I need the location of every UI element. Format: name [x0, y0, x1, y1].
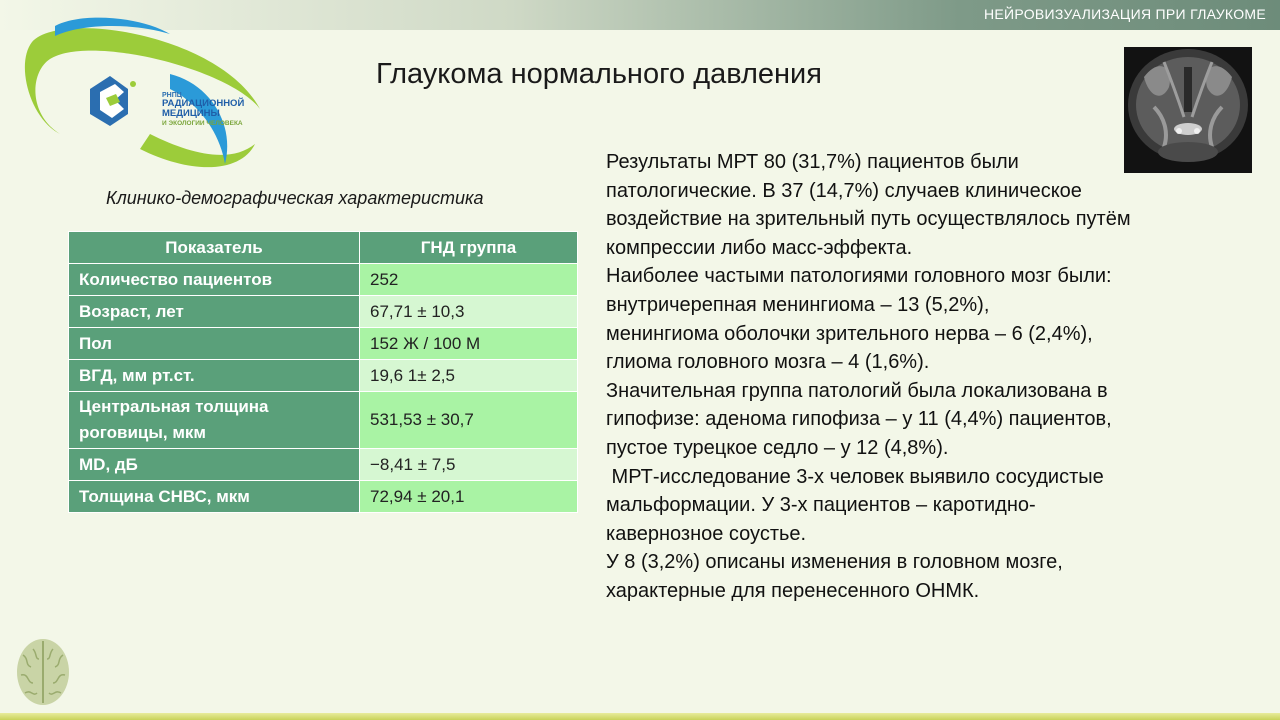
text-line: Результаты МРТ 80 (31,7%) пациентов были — [606, 151, 1019, 173]
row-value: −8,41 ± 7,5 — [360, 449, 578, 481]
table-row — [69, 392, 578, 449]
organization-logo — [20, 14, 270, 174]
table-row — [69, 360, 578, 392]
row-label: Толщина СНВС, мкм — [69, 481, 360, 513]
row-label: ВГД, мм рт.ст. — [69, 360, 360, 392]
text-line: воздействие на зрительный путь осуществлялось путём — [606, 208, 1131, 231]
table-header-row — [69, 232, 578, 264]
table-row — [69, 296, 578, 328]
text-line: характерные для перенесенного ОНМК. — [606, 579, 980, 602]
logo-line-4: И ЭКОЛОГИИ ЧЕЛОВЕКА — [162, 120, 243, 128]
text-line: глиома головного мозга – 4 (1,6%). — [606, 351, 930, 374]
row-label: Количество пациентов — [69, 264, 360, 296]
row-label: Возраст, лет — [69, 296, 360, 328]
text-line: компрессии либо масс-эффекта. — [606, 236, 913, 259]
row-label: Центральная толщина роговицы, мкм — [69, 392, 360, 449]
characteristics-table — [68, 231, 578, 513]
text-line: внутричерепная менингиома – 13 (5,2%), — [606, 293, 990, 316]
bottom-stripe — [0, 713, 1280, 720]
text-line: кавернозное соустье. — [606, 522, 807, 545]
table-row — [69, 481, 578, 513]
table-row — [69, 449, 578, 481]
text-line: У 8 (3,2%) описаны изменения в головном мозге, — [606, 551, 1063, 574]
logo-line-3: МЕДИЦИНЫ — [162, 108, 220, 120]
row-value: 67,71 ± 10,3 — [360, 296, 578, 328]
table-caption: Клинико-демографическая характеристика — [106, 188, 484, 208]
row-value: 19,6 1± 2,5 — [360, 360, 578, 392]
table-row — [69, 328, 578, 360]
text-line: пустое турецкое седло – у 12 (4,8%). — [606, 436, 949, 459]
text-line: патологические. В 37 (14,7%) случаев клиническое — [606, 179, 1082, 202]
row-value: 152 Ж / 100 М — [360, 328, 578, 360]
text-line: МРТ-исследование 3-х человек выявило сосудистые — [606, 465, 1104, 488]
logo-line-2: РАДИАЦИОННОЙ — [162, 98, 245, 110]
row-value: 252 — [360, 264, 578, 296]
column-header-indicator: Показатель — [69, 232, 360, 264]
row-value: 531,53 ± 30,7 — [360, 392, 578, 449]
text-line: Значительная группа патологий была локализована в — [606, 379, 1108, 402]
text-line: мальформации. У 3-х пациентов – каротидно- — [606, 494, 1036, 517]
findings-text — [606, 148, 1246, 606]
column-header-group: ГНД группа — [360, 232, 578, 264]
row-label: Пол — [69, 328, 360, 360]
text-line: менингиома оболочки зрительного нерва – 6 (2,4%), — [606, 322, 1093, 345]
table-row — [69, 264, 578, 296]
row-label: MD, дБ — [69, 449, 360, 481]
section-title: НЕЙРОВИЗУАЛИЗАЦИЯ ПРИ ГЛАУКОМЕ — [983, 6, 1266, 22]
row-value: 72,94 ± 20,1 — [360, 481, 578, 513]
brain-icon — [15, 637, 71, 707]
logo-line-1: РНПЦ — [162, 92, 182, 99]
slide-title: Глаукома нормального давления — [376, 58, 822, 90]
text-line: гипофизе: аденома гипофиза – у 11 (4,4%) пациентов, — [606, 408, 1112, 431]
text-line: Наиболее частыми патологиями головного мозг были: — [606, 265, 1112, 288]
